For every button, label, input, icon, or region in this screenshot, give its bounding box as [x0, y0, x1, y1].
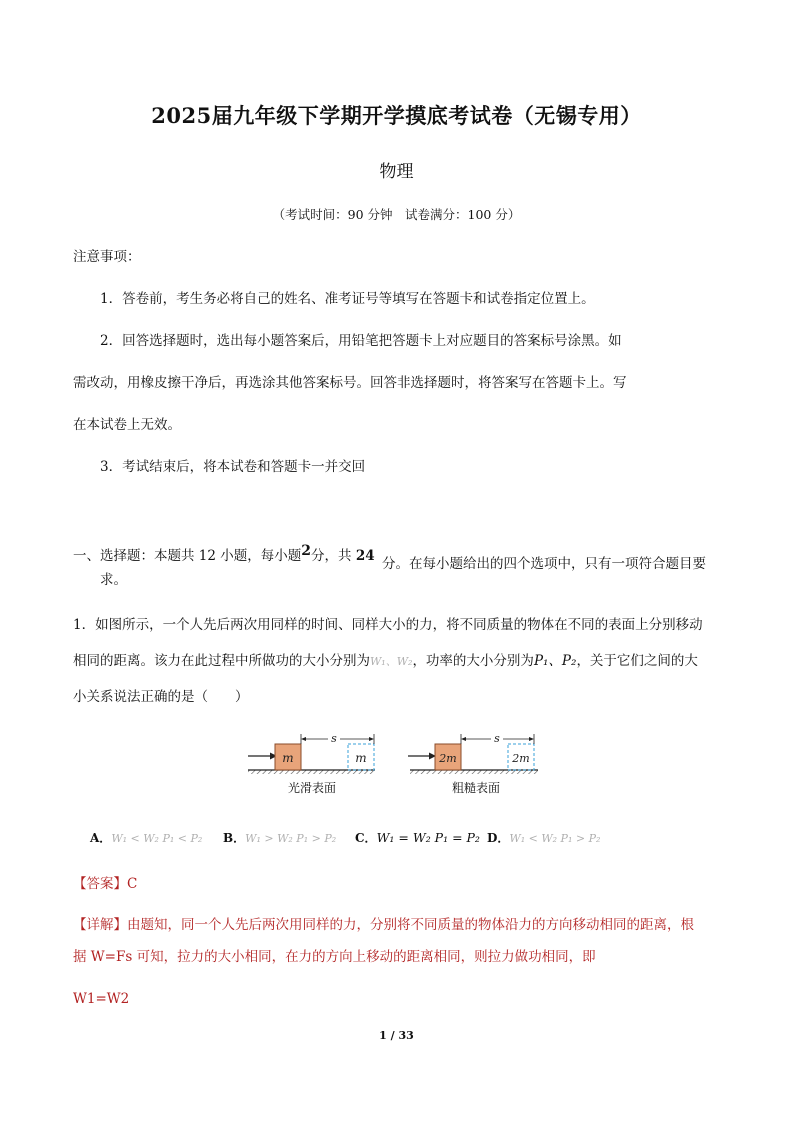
rough-surface-setup [408, 732, 538, 795]
option-d-text: W₁ < W₂ P₁ > P₂ [509, 832, 601, 845]
option-b [223, 828, 336, 849]
distance-arrow-left-b [369, 737, 374, 741]
section-text-b: 分，共 [311, 548, 352, 564]
option-c-text: W₁ = W₂ P₁ = P₂ [376, 830, 480, 845]
answer-label: 【答案】 [73, 876, 127, 892]
power-symbols: P₁、P₂ [533, 653, 577, 669]
note-item-1: 1．答卷前，考生务必将自己的姓名、准考证号等填写在答题卡和试卷指定位置上。 [100, 291, 595, 307]
option-b-letter: B． [223, 831, 246, 845]
question-1-line-2-c: ，关于它们之间的大 [576, 653, 698, 669]
question-1-line-1: 1．如图所示，一个人先后两次用同样的时间、同样大小的力，将不同质量的物体在不同的表面上分别移动 [73, 617, 703, 633]
page-number: 1 / 33 [379, 1029, 414, 1042]
question-1-line-3: 小关系说法正确的是（ ） [73, 689, 249, 705]
option-d [487, 828, 600, 849]
exam-info: （考试时间：90 分钟 试卷满分：100 分） [272, 207, 521, 222]
option-a-text: W₁ < W₂ P₁ < P₂ [111, 832, 203, 845]
page-title: 2025届九年级下学期开学摸底考试卷（无锡专用） [151, 103, 642, 128]
physics-diagram [244, 730, 544, 800]
question-1-line-2 [73, 651, 698, 672]
section-text-a: 一、选择题：本题共 12 小题，每小题 [73, 548, 302, 564]
smooth-surface-setup [248, 732, 375, 795]
note-item-2-line-3: 在本试卷上无效。 [73, 417, 181, 433]
caption-rough: 粗糙表面 [451, 781, 501, 795]
work-symbols: W₁、W₂ [370, 655, 413, 668]
detail-line-1 [73, 915, 694, 935]
option-a-letter: A． [90, 831, 112, 845]
block-m-start-label: m [282, 751, 294, 765]
option-c [355, 828, 480, 848]
notes-heading: 注意事项： [73, 249, 141, 265]
answer-line [73, 874, 137, 894]
distance-arrow-left-a [301, 737, 306, 741]
detail-text-1: 由题知，同一个人先后两次用同样的力，分别将不同质量的物体沿力的方向移动相同的距离，根 [127, 917, 694, 933]
note-item-2-line-2: 需改动，用橡皮擦干净后，再选涂其他答案标号。回答非选择题时，将答案写在答题卡上。写 [73, 375, 627, 391]
total-points: 24 [355, 548, 375, 564]
question-1-line-2-a: 相同的距离。该力在此过程中所做功的大小分别为 [73, 653, 370, 669]
block-m-end-label: m [355, 751, 367, 765]
caption-smooth: 光滑表面 [287, 781, 337, 795]
answer-value: C [127, 876, 138, 892]
option-d-letter: D． [487, 831, 510, 845]
detail-label: 【详解】 [73, 917, 127, 933]
section-text-c: 分。在每小题给出的四个选项中，只有一项符合题目要 [382, 556, 706, 572]
block-2m-start-label: 2m [439, 752, 457, 765]
distance-label-left: s [331, 732, 337, 745]
note-item-2-line-1: 2．回答选择题时，选出每小题答案后，用铅笔把答题卡上对应题目的答案标号涂黑。如 [100, 333, 622, 349]
block-2m-end-label: 2m [512, 752, 530, 765]
distance-arrow-right-a [461, 737, 466, 741]
answer-equation: W1=W2 [73, 991, 130, 1007]
distance-label-right: s [494, 732, 500, 745]
note-item-3: 3．考试结束后，将本试卷和答题卡一并交回 [100, 459, 366, 475]
section-text-d: 求。 [100, 572, 127, 588]
section-heading [73, 541, 375, 566]
distance-arrow-right-b [529, 737, 534, 741]
detail-line-2: 据 W=Fs 可知，拉力的大小相同，在力的方向上移动的距离相同，则拉力做功相同，即 [73, 949, 596, 965]
question-1-line-2-b: ，功率的大小分别为 [412, 653, 534, 669]
subject-heading: 物理 [379, 162, 414, 182]
option-b-text: W₁ > W₂ P₁ > P₂ [245, 832, 337, 845]
option-a [90, 828, 202, 849]
points-each: 2 [301, 543, 312, 559]
option-c-letter: C． [355, 831, 377, 845]
